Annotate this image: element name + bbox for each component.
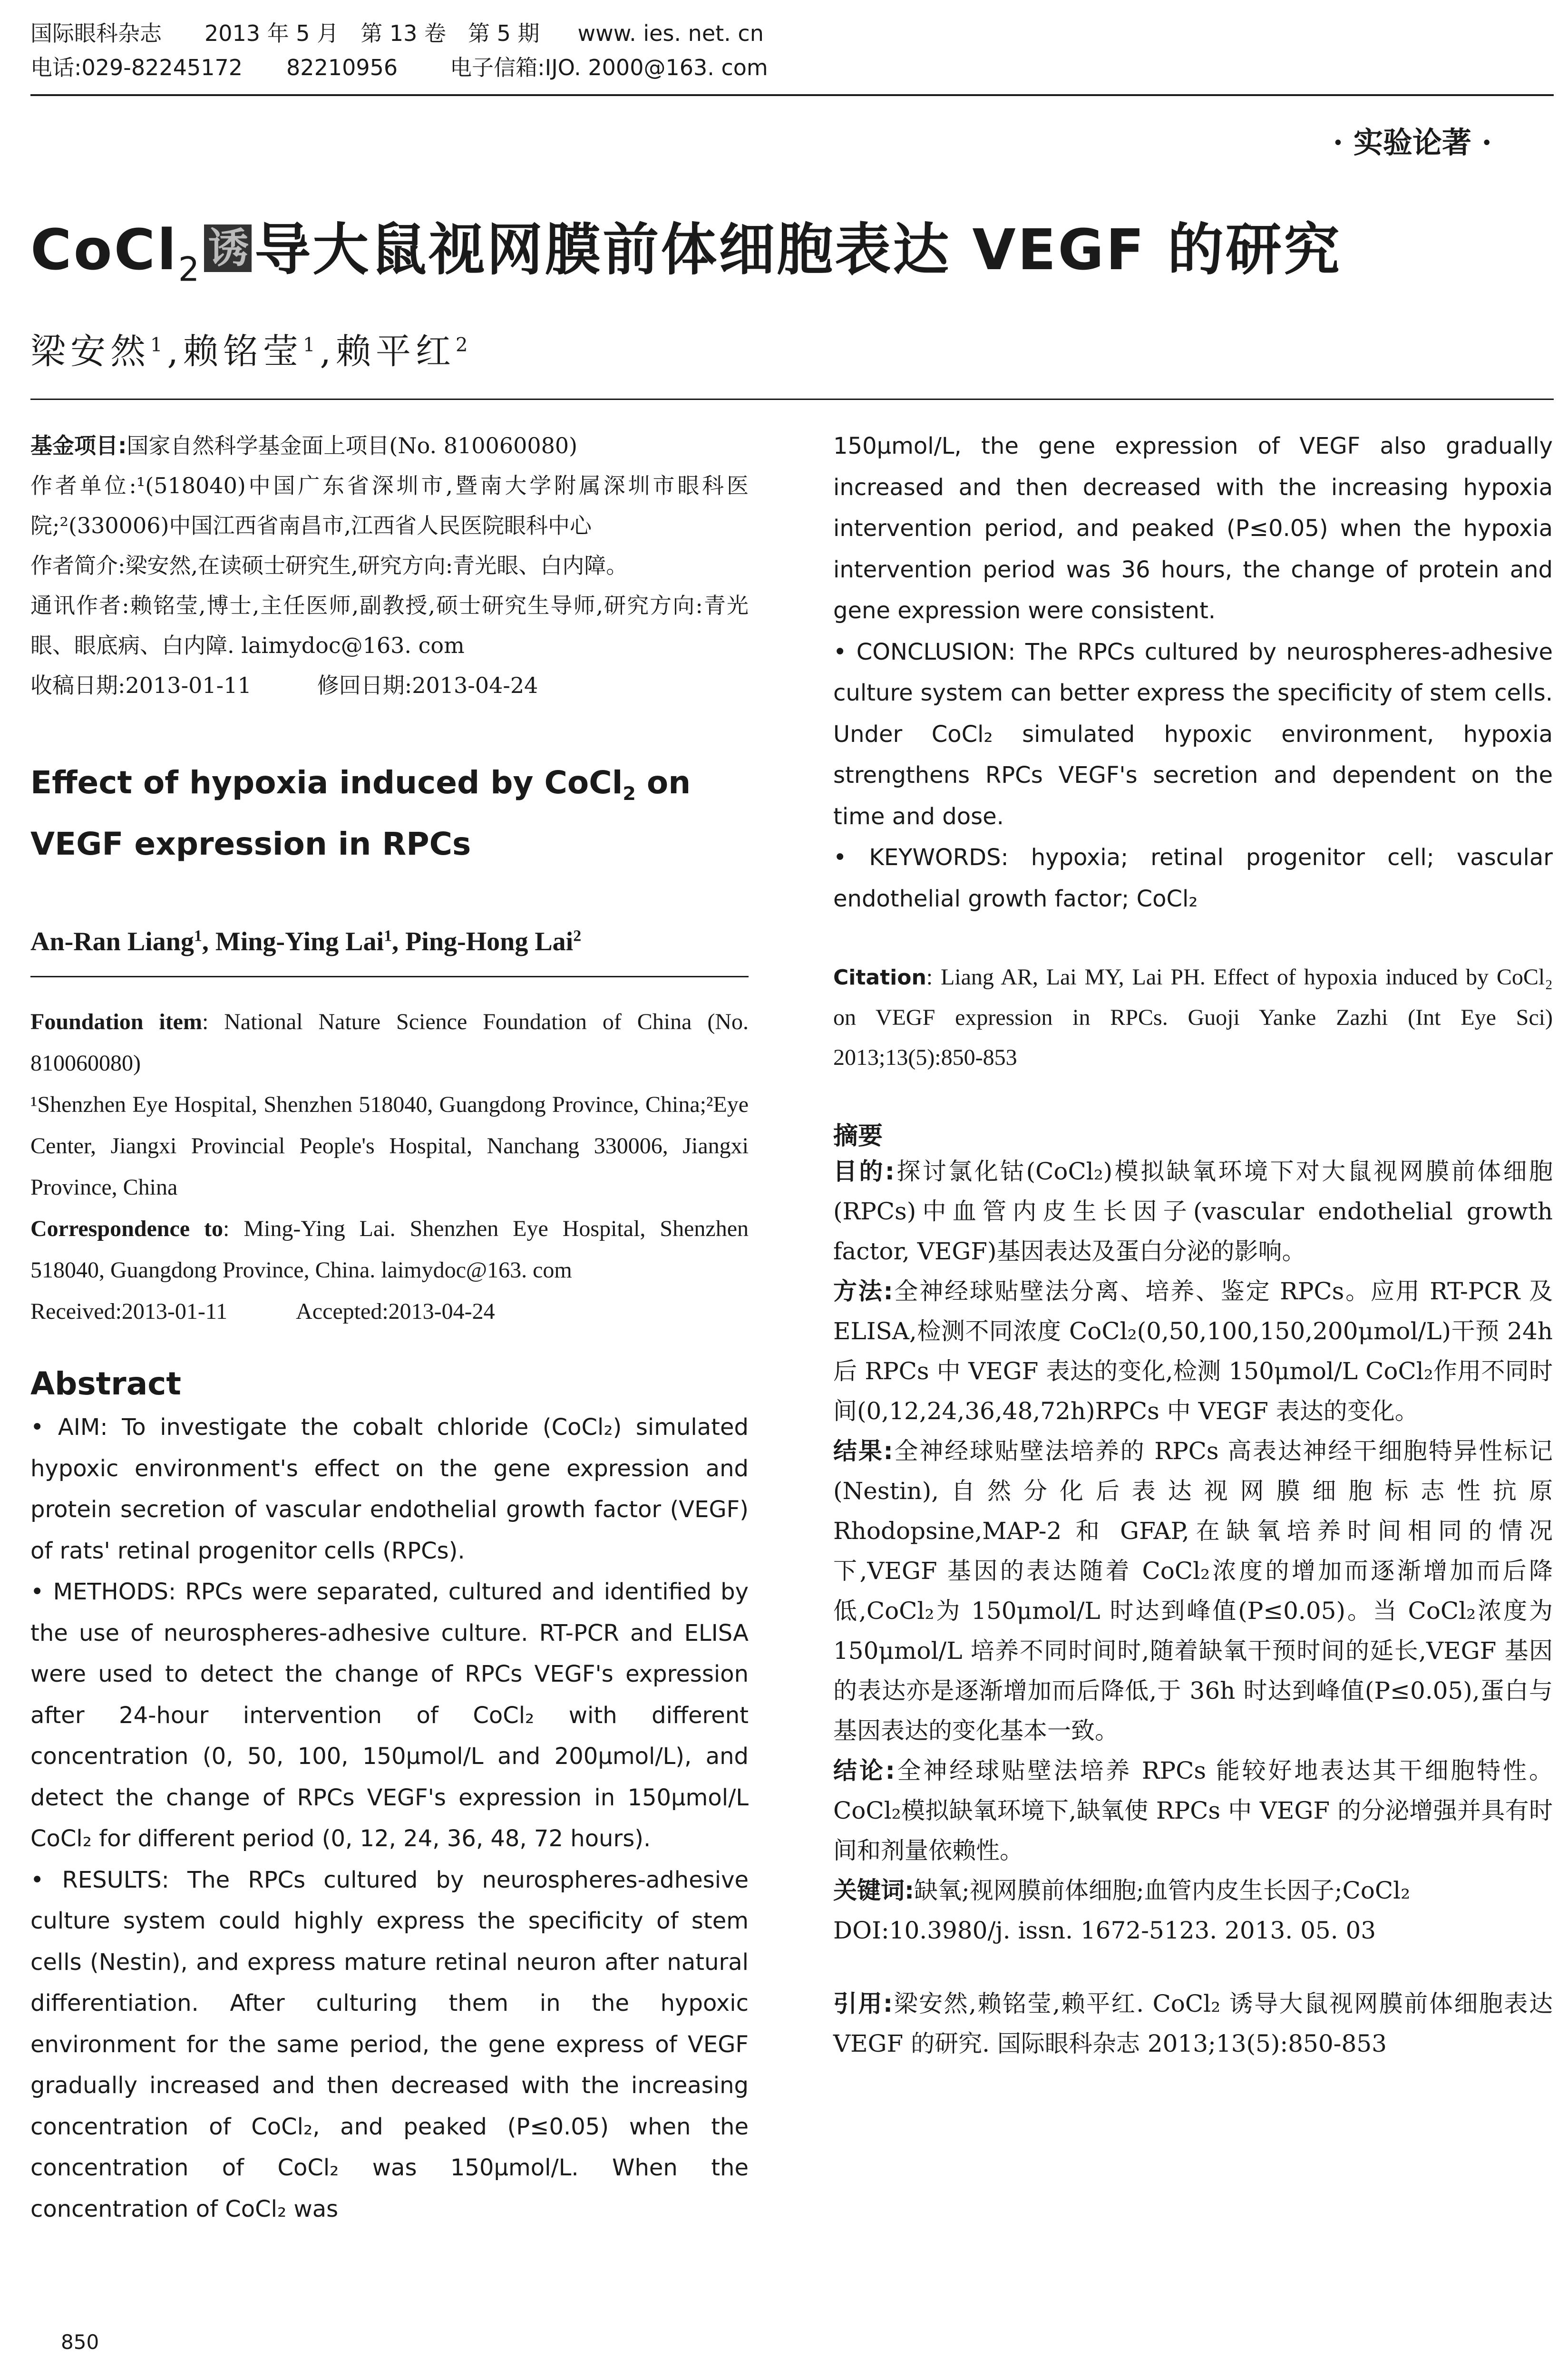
foundation-value: : National Nature Science Foundation of China (No. 810060080) bbox=[30, 1009, 749, 1076]
citation-cn bbox=[833, 1984, 1553, 2064]
right-column bbox=[833, 426, 1553, 2064]
author-2: ,赖铭莹 bbox=[167, 331, 303, 372]
en-author-2-aff: 1 bbox=[384, 927, 392, 945]
abstract-conclusion: • CONCLUSION: The RPCs cultured by neurospheres-adhesive culture system can better express the specificity of stem cells. Under CoCl₂ simulated hypoxic environment, hypoxia strengthens RPCs VEGF's secretion and dependent on the time and dose. bbox=[833, 638, 1553, 830]
jielun-text: 全神经球贴壁法培养 RPCs 能较好地表达其干细胞特性。CoCl₂模拟缺氧环境下,缺氧使 RPCs 中 VEGF 的分泌增强并具有时间和剂量依赖性。 bbox=[833, 1757, 1553, 1864]
fund-line bbox=[30, 426, 749, 466]
issue-info: 2013 年 5 月 第 13 卷 第 5 期 bbox=[205, 20, 540, 46]
zhaiyao-heading: 摘要 bbox=[833, 1122, 883, 1150]
header-rule bbox=[30, 94, 1554, 96]
correspondence-key: Correspondence to bbox=[30, 1216, 224, 1242]
abstract-methods: • METHODS: RPCs were separated, cultured and identified by the use of neurospheres-adhesive culture. RT-PCR and ELISA were used to detect the change of RPCs VEGF's expression after 24-hour intervention of CoCl₂ with different concentration (0, 50, 100, 150μmol/L and 200μmol/L), and detect the change of RPCs VEGF's expression in 150μmol/L CoCl₂ for different period (0, 12, 24, 36, 48, 72 hours). bbox=[30, 1578, 749, 1852]
highlighted-char-stamp bbox=[204, 224, 252, 272]
zhaiyao-mudi bbox=[833, 1151, 1553, 1271]
title-sub: 2 bbox=[178, 250, 202, 289]
abstract-results-continued: 150μmol/L, the gene expression of VEGF also gradually increased and then decreased with the increasing hypoxia intervention period, and peaked (P≤0.05) when the hypoxia intervention period was 36 hours, the change of protein and gene expression were consistent. bbox=[833, 433, 1553, 624]
section-tag: · 实验论著 · bbox=[1333, 125, 1492, 160]
page-number: 850 bbox=[61, 2330, 99, 2354]
jielun-key: 结论: bbox=[833, 1757, 895, 1784]
correspondence-en bbox=[30, 1208, 749, 1291]
doi: DOI:10.3980/j. issn. 1672-5123. 2013. 05. 03 bbox=[833, 1917, 1376, 1944]
en-author-2: , Ming-Ying Lai bbox=[202, 927, 384, 957]
mudi-key: 目的: bbox=[833, 1158, 895, 1185]
article-title bbox=[30, 205, 1342, 289]
en-title-c: on VEGF expression in RPCs bbox=[30, 764, 691, 863]
foundation-key: Foundation item bbox=[30, 1009, 202, 1035]
dates-en: Received:2013-01-11 Accepted:2013-04-24 bbox=[30, 1299, 495, 1325]
keywords-cn-key: 关键词: bbox=[833, 1877, 914, 1904]
english-title bbox=[30, 758, 749, 869]
jieguo-key: 结果: bbox=[833, 1437, 893, 1465]
foundation-item bbox=[30, 1001, 749, 1084]
author-bio-cn: 作者简介:梁安然,在读硕士研究生,研究方向:青光眼、白内障。 bbox=[30, 553, 628, 578]
en-author-1-aff: 1 bbox=[194, 927, 202, 945]
title-rule bbox=[30, 399, 1554, 400]
running-header-line1 bbox=[30, 19, 764, 48]
abstract-aim: • AIM: To investigate the cobalt chloride (CoCl₂) simulated hypoxic environment's effect on the gene expression and protein secretion of vascular endothelial growth factor (VEGF) of rats' retinal progenitor cells (RPCs). bbox=[30, 1414, 749, 1564]
citation-value: : Liang AR, Lai MY, Lai PH. Effect of hypoxia induced by CoCl₂ on VEGF expression in RPCs. Guoji Yanke Zazhi (Int Eye Sci) 2013;13(5):850-853 bbox=[833, 964, 1553, 1070]
affiliation-en: ¹Shenzhen Eye Hospital, Shenzhen 518040, Guangdong Province, China;²Eye Center, Jiangxi Provincial People's Hospital, Nanchang 330006, Jiangxi Province, China bbox=[30, 1092, 749, 1200]
fangfa-key: 方法: bbox=[833, 1277, 893, 1305]
citation-cn-text: 梁安然,赖铭莹,赖平红. CoCl₂ 诱导大鼠视网膜前体细胞表达 VEGF 的研究. 国际眼科杂志 2013;13(5):850-853 bbox=[833, 1990, 1553, 2057]
en-author-3-aff: 2 bbox=[573, 927, 582, 945]
abstract-heading: Abstract bbox=[30, 1365, 181, 1403]
journal-name: 国际眼科杂志 bbox=[30, 20, 162, 46]
title-post: 导大鼠视网膜前体细胞表达 VEGF 的研究 bbox=[254, 217, 1342, 283]
mudi-text: 探讨氯化钴(CoCl₂)模拟缺氧环境下对大鼠视网膜前体细胞(RPCs)中血管内皮生长因子(vascular endothelial growth factor, VEGF)基因表达及蛋白分泌的影响。 bbox=[833, 1158, 1553, 1265]
phone: 电话:029-82245172 82210956 bbox=[30, 55, 398, 80]
dates-cn: 收稿日期:2013-01-11 修回日期:2013-04-24 bbox=[30, 672, 538, 698]
keywords-cn-text: 缺氧;视网膜前体细胞;血管内皮生长因子;CoCl₂ bbox=[914, 1877, 1411, 1904]
left-column bbox=[30, 426, 749, 2230]
citation-cn-key: 引用: bbox=[833, 1990, 893, 2017]
author-3-aff: 2 bbox=[455, 334, 473, 356]
author-3: ,赖平红 bbox=[320, 331, 456, 372]
correspondence-value: : Ming-Ying Lai. Shenzhen Eye Hospital, Shenzhen 518040, Guangdong Province, China. laimydoc@163. com bbox=[30, 1216, 749, 1283]
citation-key: Citation bbox=[833, 965, 926, 990]
stamp-char: 诱 bbox=[208, 224, 251, 272]
abstract-results: • RESULTS: The RPCs cultured by neurospheres-adhesive culture system could highly express the specificity of stem cells (Nestin), and express mature retinal neuron after natural differentiation. After culturing them in the hypoxic environment for the same period, the gene express of VEGF gradually increased and then decreased with the increasing concentration of CoCl₂, and peaked (P≤0.05) when the concentration of CoCl₂ was 150μmol/L. When the concentration of CoCl₂ was bbox=[30, 1866, 749, 2222]
citation-en bbox=[833, 957, 1553, 1078]
en-author-3: , Ping-Hong Lai bbox=[392, 927, 574, 957]
affiliation-cn: 作者单位:¹(518040)中国广东省深圳市,暨南大学附属深圳市眼科医院;²(330006)中国江西省南昌市,江西省人民医院眼科中心 bbox=[30, 473, 749, 538]
zhaiyao-jielun bbox=[833, 1751, 1553, 1870]
correspondence-cn: 通讯作者:赖铭莹,博士,主任医师,副教授,硕士研究生导师,研究方向:青光眼、眼底病、白内障. laimydoc@163. com bbox=[30, 593, 749, 658]
author-1-aff: 1 bbox=[150, 334, 167, 356]
fund-value: 国家自然科学基金面上项目(No. 810060080) bbox=[127, 433, 578, 458]
title-pre: CoCl bbox=[30, 217, 178, 283]
email: 电子信箱:IJO. 2000@163. com bbox=[450, 55, 768, 80]
zhaiyao-fangfa bbox=[833, 1271, 1553, 1431]
english-authors bbox=[30, 926, 749, 957]
authors-chinese bbox=[30, 323, 472, 374]
authors-rule bbox=[30, 957, 749, 977]
en-title-a: Effect of hypoxia induced by CoCl bbox=[30, 764, 623, 801]
author-2-aff: 1 bbox=[302, 334, 320, 356]
website: www. ies. net. cn bbox=[577, 20, 764, 46]
running-header-line2 bbox=[30, 53, 768, 82]
abstract-keywords: • KEYWORDS: hypoxia; retinal progenitor cell; vascular endothelial growth factor; CoCl₂ bbox=[833, 844, 1553, 912]
fund-key: 基金项目: bbox=[30, 433, 127, 458]
jieguo-text: 全神经球贴壁法培养的 RPCs 高表达神经干细胞特异性标记(Nestin),自然分化后表达视网膜细胞标志性抗原 Rhodopsine,MAP-2 和 GFAP,在缺氧培养时间相同的情况下,VEGF 基因的表达随着 CoCl₂浓度的增加而逐渐增加而后降低,CoCl₂为 150μmol/L 时达到峰值(P≤0.05)。当 CoCl₂浓度为 150μmol/L 培养不同时间时,随着缺氧干预时间的延长,VEGF 基因的表达亦是逐渐增加而后降低,于 36h 时达到峰值(P≤0.05),蛋白与基因表达的变化基本一致。 bbox=[833, 1437, 1553, 1744]
zhaiyao-jieguo bbox=[833, 1431, 1553, 1751]
fangfa-text: 全神经球贴壁法分离、培养、鉴定 RPCs。应用 RT-PCR 及 ELISA,检测不同浓度 CoCl₂(0,50,100,150,200μmol/L)干预 24h 后 RPCs 中 VEGF 表达的变化,检测 150μmol/L CoCl₂作用不同时间(0,12,24,36,48,72h)RPCs 中 VEGF 表达的变化。 bbox=[833, 1277, 1553, 1425]
en-title-sub: 2 bbox=[623, 783, 636, 805]
zhaiyao-keywords bbox=[833, 1870, 1553, 1910]
en-author-1: An-Ran Liang bbox=[30, 927, 194, 957]
author-1: 梁安然 bbox=[30, 331, 150, 372]
